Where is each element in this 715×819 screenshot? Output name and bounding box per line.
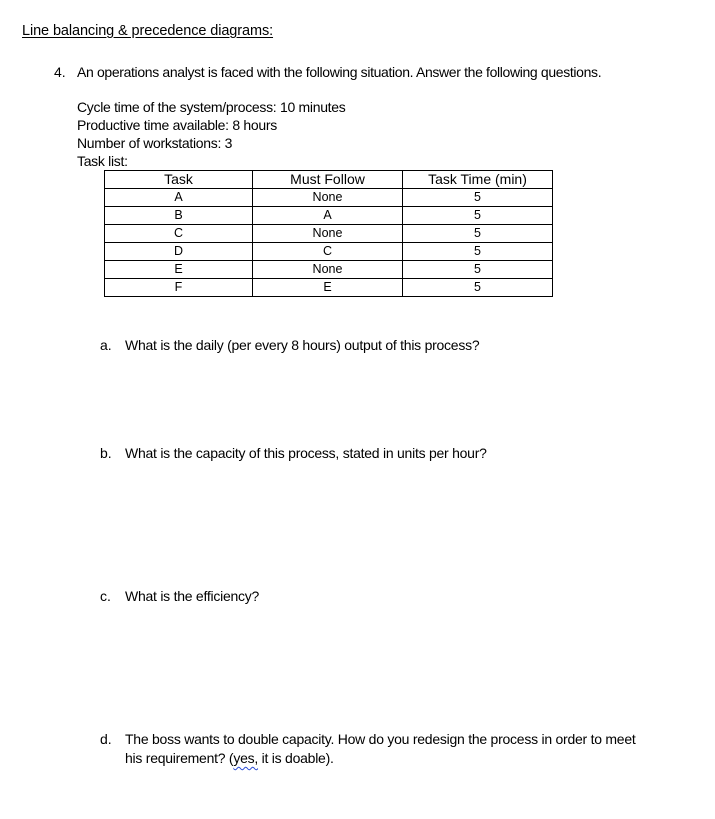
productive-time-line: Productive time available: 8 hours <box>77 117 277 133</box>
workstations-line: Number of workstations: 3 <box>77 135 233 151</box>
task-cell: A <box>105 189 253 207</box>
must-follow-cell: None <box>253 189 403 207</box>
task-cell: F <box>105 279 253 297</box>
task-table <box>104 170 553 297</box>
must-follow-cell: None <box>253 261 403 279</box>
must-follow-cell: None <box>253 225 403 243</box>
task-list-label: Task list: <box>77 153 128 169</box>
task-time-cell: 5 <box>403 225 553 243</box>
task-cell: B <box>105 207 253 225</box>
task-cell: D <box>105 243 253 261</box>
task-time-cell: 5 <box>403 261 553 279</box>
subquestion-c-text: What is the efficiency? <box>125 588 260 604</box>
table-row <box>105 225 553 243</box>
task-time-cell: 5 <box>403 279 553 297</box>
must-follow-cell: A <box>253 207 403 225</box>
subquestion-d-line2-end: it is doable). <box>258 750 334 766</box>
task-time-cell: 5 <box>403 243 553 261</box>
header-task: Task <box>105 171 253 189</box>
subquestion-d-line2-start: his requirement? ( <box>125 750 234 766</box>
table-row <box>105 243 553 261</box>
cycle-time-line: Cycle time of the system/process: 10 minutes <box>77 99 346 115</box>
task-time-cell: 5 <box>403 189 553 207</box>
table-row <box>105 261 553 279</box>
subquestion-a-text: What is the daily (per every 8 hours) output of this process? <box>125 337 480 353</box>
subquestion-a-letter: a. <box>100 337 112 353</box>
must-follow-cell: E <box>253 279 403 297</box>
page-heading: Line balancing & precedence diagrams: <box>22 23 274 39</box>
question-number: 4. <box>54 64 66 80</box>
task-cell: C <box>105 225 253 243</box>
table-header-row <box>105 171 553 189</box>
subquestion-d-letter: d. <box>100 731 112 747</box>
subquestion-d-line1: The boss wants to double capacity. How do you redesign the process in order to meet <box>125 731 636 747</box>
question-text: An operations analyst is faced with the following situation. Answer the following questions. <box>77 64 602 80</box>
subquestion-d-line2 <box>125 749 334 768</box>
spellcheck-underlined-word: yes, <box>233 750 259 766</box>
header-task-time: Task Time (min) <box>403 171 553 189</box>
header-must-follow: Must Follow <box>253 171 403 189</box>
task-cell: E <box>105 261 253 279</box>
subquestion-b-letter: b. <box>100 445 112 461</box>
table-row <box>105 207 553 225</box>
subquestion-b-text: What is the capacity of this process, stated in units per hour? <box>125 445 487 461</box>
subquestion-c-letter: c. <box>100 588 111 604</box>
must-follow-cell: C <box>253 243 403 261</box>
task-time-cell: 5 <box>403 207 553 225</box>
table-row <box>105 189 553 207</box>
table-row <box>105 279 553 297</box>
